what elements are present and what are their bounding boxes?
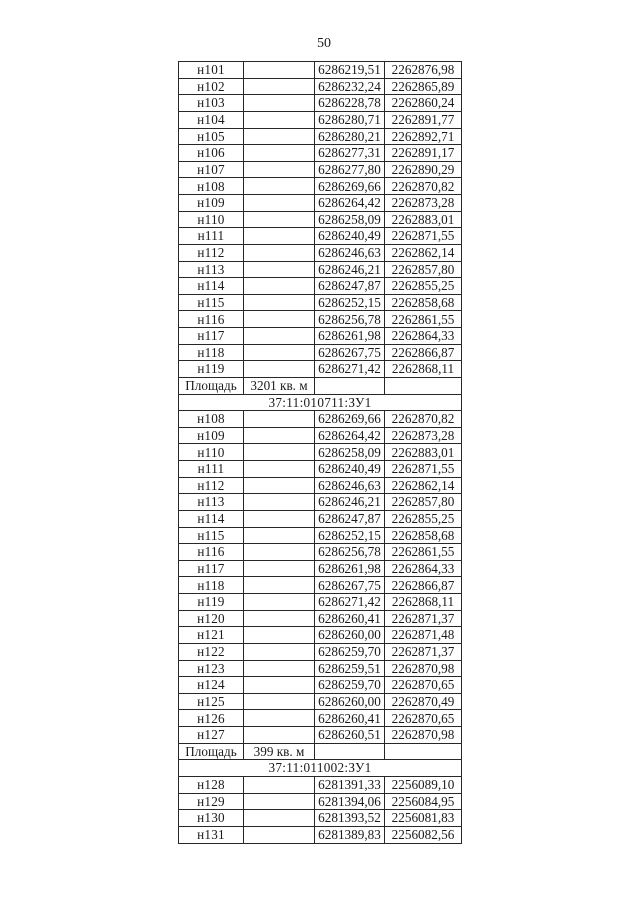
empty-note-cell xyxy=(244,361,315,378)
empty-note-cell xyxy=(244,195,315,212)
point-label-cell: н108 xyxy=(179,178,244,195)
empty-note-cell xyxy=(244,727,315,744)
coordinate-x-cell: 6286280,71 xyxy=(315,111,385,128)
coordinate-y-cell: 2262871,37 xyxy=(385,643,462,660)
point-label-cell: н110 xyxy=(179,444,244,461)
table-row xyxy=(179,610,462,627)
coordinate-y-cell: 2262862,14 xyxy=(385,244,462,261)
coordinate-y-cell: 2262891,77 xyxy=(385,111,462,128)
table-row xyxy=(179,228,462,245)
coordinate-x-cell: 6286246,63 xyxy=(315,477,385,494)
table-row xyxy=(179,444,462,461)
coordinate-x-cell: 6286271,42 xyxy=(315,594,385,611)
point-label-cell: н126 xyxy=(179,710,244,727)
empty-note-cell xyxy=(244,544,315,561)
point-label-cell: н119 xyxy=(179,361,244,378)
coordinate-x-cell: 6286260,41 xyxy=(315,710,385,727)
coordinate-x-cell: 6286277,31 xyxy=(315,145,385,162)
coordinate-y-cell: 2262871,37 xyxy=(385,610,462,627)
empty-note-cell xyxy=(244,826,315,843)
table-row xyxy=(179,128,462,145)
empty-note-cell xyxy=(244,677,315,694)
coordinate-y-cell: 2262871,48 xyxy=(385,627,462,644)
empty-note-cell xyxy=(244,427,315,444)
point-label-cell: н125 xyxy=(179,693,244,710)
point-label-cell: н117 xyxy=(179,560,244,577)
point-label-cell: н123 xyxy=(179,660,244,677)
coordinate-x-cell: 6286258,09 xyxy=(315,211,385,228)
coordinate-x-cell: 6286240,49 xyxy=(315,461,385,478)
table-row xyxy=(179,826,462,843)
point-label-cell: н120 xyxy=(179,610,244,627)
empty-note-cell xyxy=(244,311,315,328)
coordinate-x-cell: 6286252,15 xyxy=(315,527,385,544)
area-value-cell: 3201 кв. м xyxy=(244,377,315,394)
coordinate-y-cell: 2262890,29 xyxy=(385,161,462,178)
empty-note-cell xyxy=(244,261,315,278)
coordinate-y-cell: 2262865,89 xyxy=(385,78,462,95)
coordinate-x-cell: 6281391,33 xyxy=(315,776,385,793)
coordinate-x-cell: 6286228,78 xyxy=(315,95,385,112)
point-label-cell: н131 xyxy=(179,826,244,843)
coordinate-x-cell: 6286269,66 xyxy=(315,178,385,195)
table-row xyxy=(179,211,462,228)
empty-note-cell xyxy=(244,710,315,727)
coordinate-x-cell: 6281394,06 xyxy=(315,793,385,810)
empty-note-cell xyxy=(244,228,315,245)
empty-note-cell xyxy=(244,793,315,810)
empty-note-cell xyxy=(244,660,315,677)
table-row xyxy=(179,178,462,195)
empty-note-cell xyxy=(244,776,315,793)
table-row xyxy=(179,294,462,311)
empty-note-cell xyxy=(244,62,315,79)
empty-note-cell xyxy=(244,594,315,611)
point-label-cell: н112 xyxy=(179,244,244,261)
coordinate-x-cell: 6286267,75 xyxy=(315,577,385,594)
parcel-header-row xyxy=(179,760,462,777)
table-row xyxy=(179,95,462,112)
coordinate-y-cell: 2262870,82 xyxy=(385,411,462,428)
coordinate-y-cell: 2262870,65 xyxy=(385,677,462,694)
empty-note-cell xyxy=(244,510,315,527)
coordinate-y-cell: 2262855,25 xyxy=(385,510,462,527)
coordinate-x-cell: 6286258,09 xyxy=(315,444,385,461)
coordinate-y-cell: 2256089,10 xyxy=(385,776,462,793)
coordinate-y-cell: 2262892,71 xyxy=(385,128,462,145)
table-row xyxy=(179,461,462,478)
coordinate-y-cell: 2262857,80 xyxy=(385,494,462,511)
point-label-cell: н109 xyxy=(179,195,244,212)
point-label-cell: н121 xyxy=(179,627,244,644)
empty-cell xyxy=(315,377,385,394)
coordinate-x-cell: 6286269,66 xyxy=(315,411,385,428)
table-row xyxy=(179,344,462,361)
coordinate-x-cell: 6286247,87 xyxy=(315,278,385,295)
table-row xyxy=(179,278,462,295)
point-label-cell: н115 xyxy=(179,294,244,311)
table-row xyxy=(179,145,462,162)
coordinate-y-cell: 2262883,01 xyxy=(385,444,462,461)
coordinate-x-cell: 6286277,80 xyxy=(315,161,385,178)
coordinate-x-cell: 6286246,21 xyxy=(315,494,385,511)
coordinate-y-cell: 2262873,28 xyxy=(385,427,462,444)
point-label-cell: н108 xyxy=(179,411,244,428)
table-row xyxy=(179,261,462,278)
empty-note-cell xyxy=(244,145,315,162)
coordinate-x-cell: 6286246,21 xyxy=(315,261,385,278)
table-row xyxy=(179,111,462,128)
point-label-cell: н104 xyxy=(179,111,244,128)
coordinate-y-cell: 2262891,17 xyxy=(385,145,462,162)
point-label-cell: н102 xyxy=(179,78,244,95)
point-label-cell: н127 xyxy=(179,727,244,744)
point-label-cell: н130 xyxy=(179,810,244,827)
empty-note-cell xyxy=(244,577,315,594)
table-row xyxy=(179,78,462,95)
page-number: 50 xyxy=(317,36,331,51)
empty-note-cell xyxy=(244,627,315,644)
coordinate-y-cell: 2256084,95 xyxy=(385,793,462,810)
table-row xyxy=(179,527,462,544)
area-label-cell: Площадь xyxy=(179,377,244,394)
coordinate-y-cell: 2262870,82 xyxy=(385,178,462,195)
coordinate-y-cell: 2262873,28 xyxy=(385,195,462,212)
table-row xyxy=(179,776,462,793)
area-row xyxy=(179,377,462,394)
coordinate-y-cell: 2262861,55 xyxy=(385,311,462,328)
area-row xyxy=(179,743,462,760)
empty-note-cell xyxy=(244,344,315,361)
point-label-cell: н106 xyxy=(179,145,244,162)
table-row xyxy=(179,627,462,644)
table-row xyxy=(179,161,462,178)
point-label-cell: н118 xyxy=(179,577,244,594)
point-label-cell: н122 xyxy=(179,643,244,660)
point-label-cell: н101 xyxy=(179,62,244,79)
coordinate-x-cell: 6286219,51 xyxy=(315,62,385,79)
parcel-number: 37:11:010711:ЗУ1 xyxy=(179,394,462,411)
coordinate-x-cell: 6286256,78 xyxy=(315,544,385,561)
table-row xyxy=(179,510,462,527)
empty-note-cell xyxy=(244,278,315,295)
table-row xyxy=(179,544,462,561)
coordinate-y-cell: 2262864,33 xyxy=(385,560,462,577)
coordinate-x-cell: 6286261,98 xyxy=(315,560,385,577)
table-row xyxy=(179,710,462,727)
table-row xyxy=(179,660,462,677)
coordinate-x-cell: 6286259,70 xyxy=(315,643,385,660)
coordinate-y-cell: 2262858,68 xyxy=(385,527,462,544)
table-row xyxy=(179,793,462,810)
coordinate-x-cell: 6286252,15 xyxy=(315,294,385,311)
point-label-cell: н116 xyxy=(179,544,244,561)
point-label-cell: н114 xyxy=(179,278,244,295)
point-label-cell: н115 xyxy=(179,527,244,544)
point-label-cell: н105 xyxy=(179,128,244,145)
coordinate-x-cell: 6286240,49 xyxy=(315,228,385,245)
coordinates-table-body xyxy=(179,62,462,844)
point-label-cell: н113 xyxy=(179,261,244,278)
coordinate-y-cell: 2262870,65 xyxy=(385,710,462,727)
coordinate-y-cell: 2256082,56 xyxy=(385,826,462,843)
coordinate-x-cell: 6286280,21 xyxy=(315,128,385,145)
point-label-cell: н117 xyxy=(179,328,244,345)
table-row xyxy=(179,244,462,261)
point-label-cell: н111 xyxy=(179,461,244,478)
coordinate-x-cell: 6286260,00 xyxy=(315,693,385,710)
table-row xyxy=(179,62,462,79)
coordinate-x-cell: 6286260,51 xyxy=(315,727,385,744)
point-label-cell: н107 xyxy=(179,161,244,178)
table-row xyxy=(179,643,462,660)
table-row xyxy=(179,727,462,744)
empty-note-cell xyxy=(244,244,315,261)
empty-cell xyxy=(385,377,462,394)
coordinate-y-cell: 2262871,55 xyxy=(385,228,462,245)
empty-note-cell xyxy=(244,560,315,577)
point-label-cell: н109 xyxy=(179,427,244,444)
table-row xyxy=(179,677,462,694)
coordinate-x-cell: 6286246,63 xyxy=(315,244,385,261)
empty-note-cell xyxy=(244,477,315,494)
table-row xyxy=(179,477,462,494)
table-row xyxy=(179,411,462,428)
coordinate-y-cell: 2262860,24 xyxy=(385,95,462,112)
empty-note-cell xyxy=(244,178,315,195)
empty-note-cell xyxy=(244,461,315,478)
empty-note-cell xyxy=(244,444,315,461)
coordinate-y-cell: 2262868,11 xyxy=(385,594,462,611)
coordinate-y-cell: 2262870,49 xyxy=(385,693,462,710)
coordinate-y-cell: 2262857,80 xyxy=(385,261,462,278)
coordinate-y-cell: 2262870,98 xyxy=(385,727,462,744)
coordinates-table xyxy=(178,61,462,844)
area-label-cell: Площадь xyxy=(179,743,244,760)
coordinate-y-cell: 2262866,87 xyxy=(385,577,462,594)
empty-note-cell xyxy=(244,411,315,428)
empty-note-cell xyxy=(244,610,315,627)
point-label-cell: н112 xyxy=(179,477,244,494)
point-label-cell: н129 xyxy=(179,793,244,810)
table-row xyxy=(179,577,462,594)
coordinate-x-cell: 6281393,52 xyxy=(315,810,385,827)
point-label-cell: н119 xyxy=(179,594,244,611)
table-row xyxy=(179,328,462,345)
coordinate-x-cell: 6286271,42 xyxy=(315,361,385,378)
empty-note-cell xyxy=(244,643,315,660)
table-row xyxy=(179,311,462,328)
coordinate-x-cell: 6286261,98 xyxy=(315,328,385,345)
point-label-cell: н116 xyxy=(179,311,244,328)
empty-note-cell xyxy=(244,328,315,345)
coordinate-y-cell: 2262868,11 xyxy=(385,361,462,378)
parcel-header-row xyxy=(179,394,462,411)
table-row xyxy=(179,427,462,444)
empty-note-cell xyxy=(244,78,315,95)
empty-cell xyxy=(315,743,385,760)
coordinate-x-cell: 6286256,78 xyxy=(315,311,385,328)
empty-note-cell xyxy=(244,128,315,145)
table-row xyxy=(179,494,462,511)
table-row xyxy=(179,195,462,212)
point-label-cell: н118 xyxy=(179,344,244,361)
point-label-cell: н128 xyxy=(179,776,244,793)
coordinate-y-cell: 2262883,01 xyxy=(385,211,462,228)
coordinate-y-cell: 2262871,55 xyxy=(385,461,462,478)
coordinate-x-cell: 6286264,42 xyxy=(315,195,385,212)
coordinate-y-cell: 2256081,83 xyxy=(385,810,462,827)
empty-note-cell xyxy=(244,527,315,544)
coordinate-y-cell: 2262858,68 xyxy=(385,294,462,311)
empty-note-cell xyxy=(244,693,315,710)
coordinate-x-cell: 6281389,83 xyxy=(315,826,385,843)
area-value-cell: 399 кв. м xyxy=(244,743,315,760)
coordinate-y-cell: 2262861,55 xyxy=(385,544,462,561)
coordinate-x-cell: 6286259,70 xyxy=(315,677,385,694)
empty-note-cell xyxy=(244,494,315,511)
coordinate-y-cell: 2262876,98 xyxy=(385,62,462,79)
empty-note-cell xyxy=(244,294,315,311)
coordinate-y-cell: 2262864,33 xyxy=(385,328,462,345)
point-label-cell: н113 xyxy=(179,494,244,511)
table-row xyxy=(179,693,462,710)
parcel-number: 37:11:011002:ЗУ1 xyxy=(179,760,462,777)
table-row xyxy=(179,810,462,827)
coordinate-x-cell: 6286232,24 xyxy=(315,78,385,95)
empty-cell xyxy=(385,743,462,760)
empty-note-cell xyxy=(244,111,315,128)
table-row xyxy=(179,594,462,611)
point-label-cell: н124 xyxy=(179,677,244,694)
coordinate-y-cell: 2262862,14 xyxy=(385,477,462,494)
table-row xyxy=(179,361,462,378)
coordinate-x-cell: 6286259,51 xyxy=(315,660,385,677)
coordinate-x-cell: 6286260,41 xyxy=(315,610,385,627)
coordinate-x-cell: 6286267,75 xyxy=(315,344,385,361)
coordinate-y-cell: 2262855,25 xyxy=(385,278,462,295)
coordinate-y-cell: 2262866,87 xyxy=(385,344,462,361)
point-label-cell: н111 xyxy=(179,228,244,245)
point-label-cell: н103 xyxy=(179,95,244,112)
coordinate-x-cell: 6286247,87 xyxy=(315,510,385,527)
empty-note-cell xyxy=(244,810,315,827)
point-label-cell: н114 xyxy=(179,510,244,527)
coordinate-y-cell: 2262870,98 xyxy=(385,660,462,677)
table-row xyxy=(179,560,462,577)
empty-note-cell xyxy=(244,161,315,178)
point-label-cell: н110 xyxy=(179,211,244,228)
empty-note-cell xyxy=(244,211,315,228)
coordinate-x-cell: 6286264,42 xyxy=(315,427,385,444)
empty-note-cell xyxy=(244,95,315,112)
coordinate-x-cell: 6286260,00 xyxy=(315,627,385,644)
